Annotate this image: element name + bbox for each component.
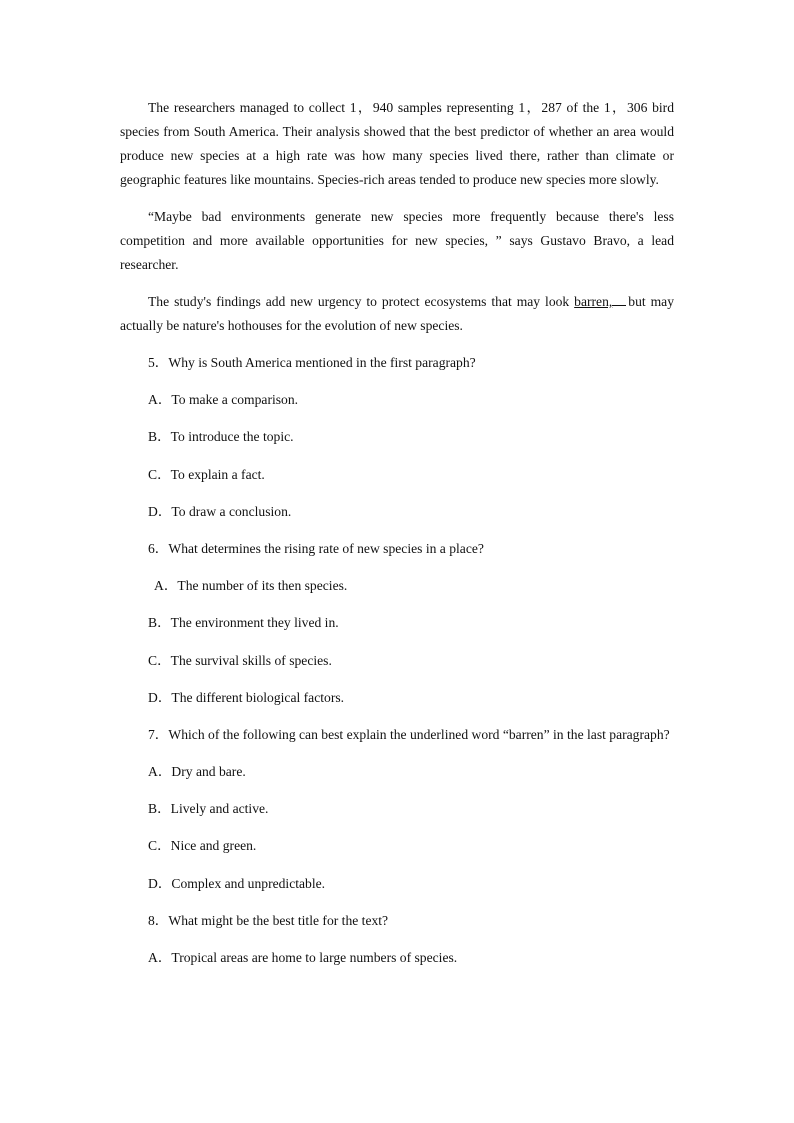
- question-6-stem: 6．What determines the rising rate of new species in a place?: [148, 540, 484, 556]
- document-page: [120, 96, 674, 983]
- question-6-option-d: D．The different biological factors.: [148, 689, 345, 705]
- question-6-option-c: C．The survival skills of species.: [148, 652, 332, 668]
- question-5-option-a: A．To make a comparison.: [148, 392, 299, 408]
- question-7-option-c: C．Nice and green.: [148, 838, 257, 854]
- paragraph-3-text-start: The study's findings add new urgency to protect ecosystems that may look: [148, 294, 575, 309]
- question-7-option-b: B．Lively and active.: [148, 801, 269, 817]
- passage-paragraph-1: The researchers managed to collect 1，940 samples representing 1，287 of the 1，306 bird species from South America. Their analysis showed that the best predictor of whether an area would produce new species at a high rate was how many species lived there, rather than climate or geographic features like mountains. Species-rich areas tended to produce new species more slowly.: [120, 100, 674, 187]
- paragraph-3-text-end: but may actually be nature's hothouses for the evolution of new species.: [120, 294, 674, 333]
- underline-gap: [612, 291, 626, 306]
- question-8-option-a: A．Tropical areas are home to large numbers of species.: [148, 950, 458, 965]
- underlined-word-barren: barren,: [574, 294, 613, 309]
- question-6-option-b: B．The environment they lived in.: [148, 615, 339, 631]
- question-8-stem: 8．What might be the best title for the text?: [148, 912, 389, 928]
- question-5-option-d: D．To draw a conclusion.: [148, 503, 292, 519]
- question-6-option-a: A．The number of its then species.: [154, 578, 348, 594]
- question-7-option-d: D．Complex and unpredictable.: [148, 875, 326, 891]
- question-5-option-c: C．To explain a fact.: [148, 466, 265, 482]
- question-5-stem: 5．Why is South America mentioned in the first paragraph?: [148, 355, 476, 370]
- question-7-stem: 7．Which of the following can best explain the underlined word “barren” in the last paragraph?: [148, 726, 670, 742]
- question-7-option-a: A．Dry and bare.: [148, 764, 246, 780]
- passage-paragraph-3: [120, 290, 674, 338]
- passage-paragraph-2: “Maybe bad environments generate new species more frequently because there's less competition and more available opportunities for new species, ” says Gustavo Bravo, a lead researcher.: [120, 209, 674, 272]
- question-5-option-b: B．To introduce the topic.: [148, 429, 294, 445]
